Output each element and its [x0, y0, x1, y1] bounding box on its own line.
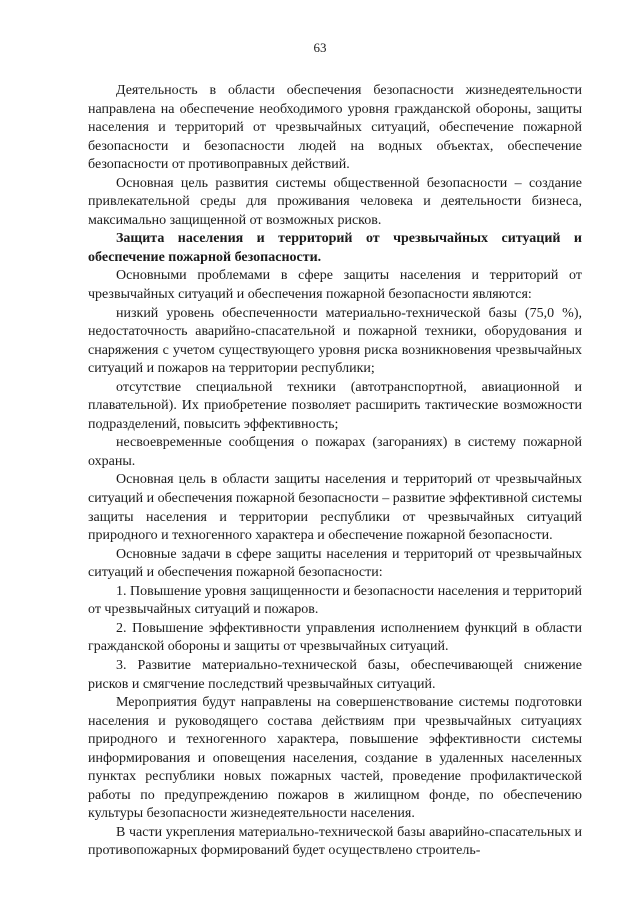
paragraph-main-problems-intro: Основными проблемами в сфере защиты населения и территорий от чрезвычайных ситуаций и обеспечения пожарной безопасности являются:: [88, 268, 582, 303]
paragraph-material-base-strengthening: В части укрепления материально-технической базы аварийно-спасательных и противопожарных формирований будет осуществлено строитель-: [88, 824, 582, 859]
paragraph-task-3: 3. Развитие материально-технической базы, обеспечивающей снижение рисков и смягчение последствий чрезвычайных ситуаций.: [88, 657, 582, 692]
page-number: 63: [313, 40, 327, 55]
paragraph-task-1: 1. Повышение уровня защищенности и безопасности населения и территорий от чрезвычайных ситуаций и пожаров.: [88, 583, 582, 618]
document-body: [88, 82, 582, 861]
paragraph-task-2: 2. Повышение эффективности управления исполнением функций в области гражданской обороны и защиты от чрезвычайных ситуаций.: [88, 620, 582, 655]
paragraph-civil-defense-overview: Деятельность в области обеспечения безопасности жизнедеятельности направлена на обеспечение необходимого уровня гражданской обороны, защиты населения и территорий от чрезвычайных ситуаций, обеспечение пожарной безопасности и безопасности людей на водных объектах, обеспечение безопасности от противоправных действий.: [88, 83, 582, 173]
paragraph-measures: Мероприятия будут направлены на совершенствование системы подготовки населения и руководящего состава действиям при чрезвычайных ситуациях природного и техногенного характера, повышение эффективности системы информирования и оповещения населения, создание в удаленных населенных пунктах республики новых пожарных частей, проведение профилактической работы по предупреждению пожаров в жилищном фонде, по обеспечению культуры безопасности жизнедеятельности населения.: [88, 695, 582, 822]
paragraph-problem-late-reports: несвоевременные сообщения о пожарах (загораниях) в систему пожарной охраны.: [88, 435, 582, 469]
paragraph-public-safety-goal: Основная цель развития системы общественной безопасности – создание привлекательной среды для проживания человека и деятельности бизнеса, максимально защищенной от возможных рисков.: [88, 175, 582, 228]
section-heading-emergency-protection: Защита населения и территорий от чрезвычайных ситуаций и обеспечение пожарной безопасности.: [88, 231, 582, 265]
paragraph-problem-special-equipment: отсутствие специальной техники (автотранспортной, авиационной и плавательной). Их приобретение позволяет расширить тактические возможности подразделений, повысить эффективность;: [88, 379, 582, 432]
paragraph-main-tasks-intro: Основные задачи в сфере защиты населения и территорий от чрезвычайных ситуаций и обеспечения пожарной безопасности:: [88, 546, 582, 581]
paragraph-protection-main-goal: Основная цель в области защиты населения и территорий от чрезвычайных ситуаций и обеспечения пожарной безопасности – развитие эффективной системы защиты населения и территории республики от чрезвычайных ситуаций природного и техногенного характера и обеспечение пожарной безопасности.: [88, 472, 582, 544]
paragraph-problem-material-base: низкий уровень обеспеченности материально-технической базы (75,0 %), недостаточность аварийно-спасательной и пожарной техники, оборудования и снаряжения с учетом существующего уровня риска возникновения чрезвычайных ситуаций и пожаров на территории республики;: [88, 305, 582, 377]
